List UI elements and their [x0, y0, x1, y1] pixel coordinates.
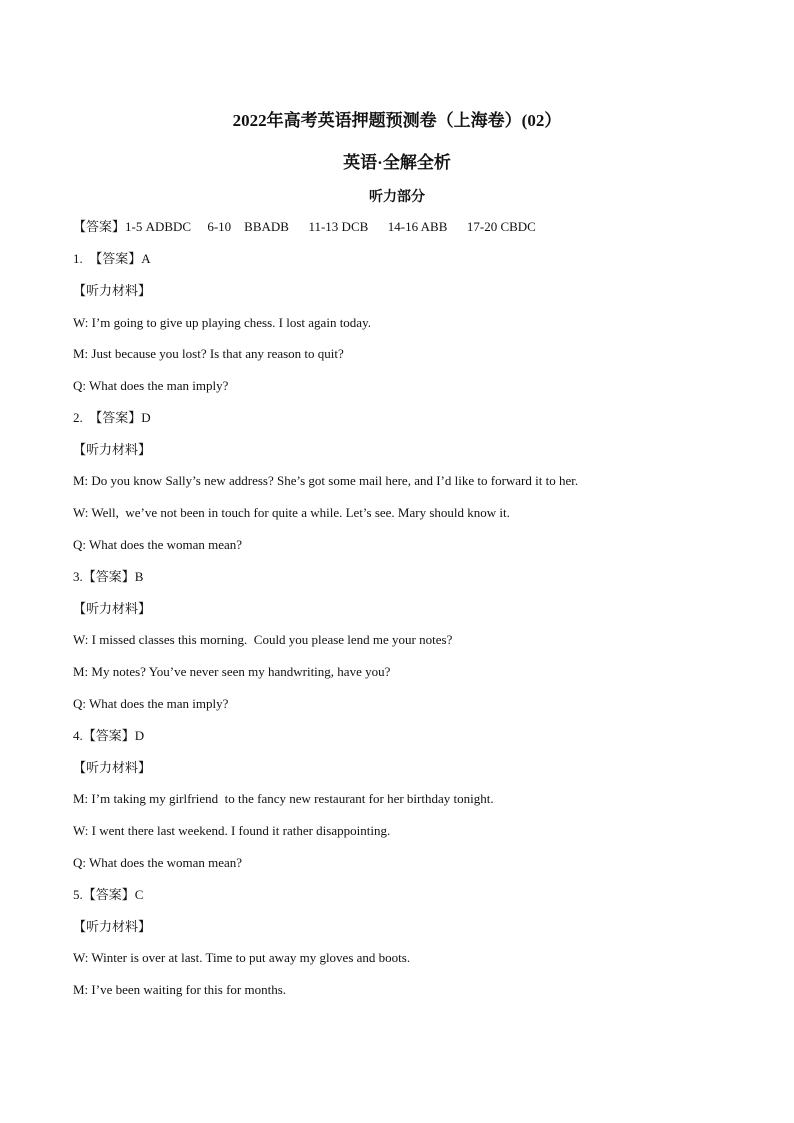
question-line: Q: What does the woman mean?	[73, 855, 243, 870]
dialogue-line: W: I’m going to give up playing chess. I lost again today.	[73, 315, 371, 330]
question-answer: 4.【答案】D	[73, 728, 145, 743]
question-line: Q: What does the man imply?	[73, 378, 229, 393]
dialogue-line: M: Just because you lost? Is that any reason to quit?	[73, 346, 344, 361]
material-label: 【听力材料】	[73, 283, 152, 298]
dialogue-line: M: My notes? You’ve never seen my handwriting, have you?	[73, 664, 391, 679]
material-label: 【听力材料】	[73, 601, 152, 616]
question-answer: 1. 【答案】A	[73, 251, 151, 266]
question-answer: 3.【答案】B	[73, 569, 144, 584]
section-heading: 听力部分	[369, 190, 425, 205]
document-subtitle: 英语·全解全析	[343, 153, 451, 172]
question-line: Q: What does the woman mean?	[73, 537, 243, 552]
question-answer: 5.【答案】C	[73, 887, 144, 902]
material-label: 【听力材料】	[73, 442, 152, 457]
dialogue-line: W: I missed classes this morning. Could you please lend me your notes?	[73, 632, 453, 647]
dialogue-line: M: I’ve been waiting for this for months.	[73, 982, 287, 997]
material-label: 【听力材料】	[73, 919, 152, 934]
answer-key-line: 【答案】1-5 ADBDC 6-10 BBADB 11-13 DCB 14-16 ABB 17-20 CBDC	[73, 219, 536, 234]
dialogue-line: W: Well, we’ve not been in touch for quite a while. Let’s see. Mary should know it.	[73, 505, 510, 520]
question-line: Q: What does the man imply?	[73, 696, 229, 711]
material-label: 【听力材料】	[73, 760, 152, 775]
dialogue-line: W: Winter is over at last. Time to put away my gloves and boots.	[73, 950, 411, 965]
dialogue-line: M: Do you know Sally’s new address? She’s got some mail here, and I’d like to forward it to her.	[73, 473, 579, 488]
question-answer: 2. 【答案】D	[73, 410, 151, 425]
dialogue-line: W: I went there last weekend. I found it rather disappointing.	[73, 823, 391, 838]
dialogue-line: M: I’m taking my girlfriend to the fancy new restaurant for her birthday tonight.	[73, 791, 494, 806]
document-title: 2022年高考英语押题预测卷（上海卷）(02）	[232, 111, 562, 130]
